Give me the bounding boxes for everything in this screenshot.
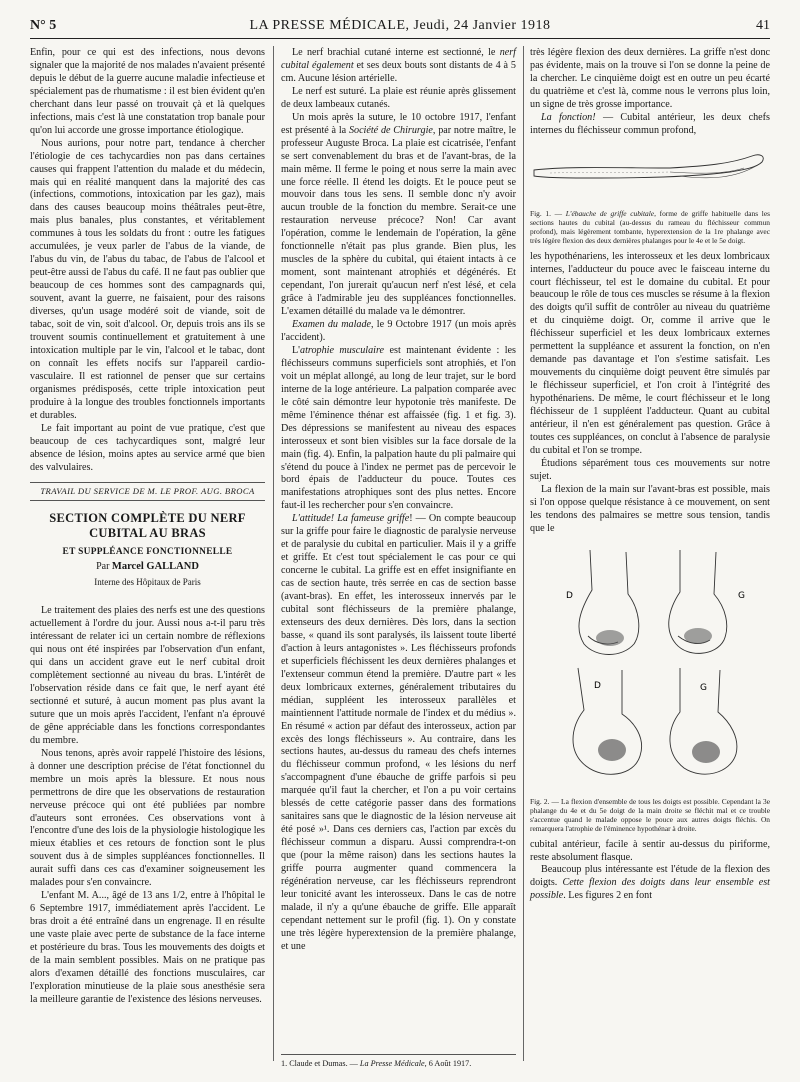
paragraph (281, 345, 516, 513)
fig2-label-g2: G (700, 682, 707, 693)
column-1 (30, 47, 265, 1007)
text-run-italic: griffe (387, 513, 410, 525)
fig2-label-d1: D (566, 590, 573, 601)
paragraph: Le traitement des plaies des nerfs est une des questions actuellement à l'ordre du jour. Aussi nous a-t-il paru très intéressant de relater ici un certain nombre de réflexions qui nous ont été inspirées par l'observation d'un enfant, qui dans un accident grave eut le nerf cubital droit complètement sectionné au niveau du bras. L'intérêt de l'observation réside dans ce fait que, le nerf ayant été sectionné et suturé, à aucun moment pas plus avant la suture que un mois après l'accident, l'enfant n'a éprouvé de gêne appréciable dans les fonctions correspondantes du membre. (30, 605, 265, 746)
text-run: Le nerf brachial cutané interne est sectionné, le (292, 47, 500, 58)
author-prefix: Par (96, 561, 112, 573)
text-run-italic: La fonction! (541, 111, 596, 123)
text-run: , le 9 Octobre 1917 (un mois après l'accident). (281, 319, 517, 343)
text-run: , 6 Août 1917. (424, 1059, 472, 1068)
paragraph: L'enfant M. A..., âgé de 13 ans 1/2, entre à l'hôpital le 6 Septembre 1917, immédiatement après l'accident. Le bras droit a été entraîné dans un engrenage. Il en résulte une vaste plaie avec perte de substance de la face interne et postérieure du bras. Tous les mouvements des doigts et de la main semblent possibles. Mais on ne pratique pas alors d'examen détaillé des fonctions musculaires, car l'exploration minutieuse de la plaie sous anesthésie sera la meilleure garantie de l'existence des lésions nerveuses. (30, 890, 265, 1005)
paragraph: Nous aurions, pour notre part, tendance à chercher l'étiologie de ces tachycardies non pas dans certaines causes qui frappent l'attention du malade et du médecin, mais qui en réalité manquent dans la majorité des cas (infections, commotions, intoxication par les gaz), mais dans des causes beaucoup moins théâtrales peut-être, mais plus banales, plus constantes, et véritablement communes à tous les soldats du front : outre les fatigues accumulées, je veux parler de l'abus de la viande, de l'abus du vin, de l'abus du tabac, de l'abus de l'alcool et peut-être aussi de l'abus du café. Il ne faut pas oublier que beaucoup de ces hommes sont des campagnards qui, souvent, avant la guerre, ne faisaient, pour des raisons diverses, qu'un usage modéré soit de viande, soit de tabac, soit de vin, soit d'alcool. Or, depuis trois ans ils se trouvent soumis continuellement et gratuitement à une intoxication multiple par le vin, l'alcool et le tabac, dont on connaît les effets nocifs sur l'appareil cardio-vasculaire. Il est rationnel de penser que sur certains organismes prédisposés, cette triple intoxication peut produire à la longue des troubles fonctionnels importants et durables. (30, 137, 265, 421)
text-run-italic: Cette flexion des doigts dans leur ensemble est possible (530, 877, 770, 902)
issue-number: N° 5 (30, 18, 57, 33)
author-name: Marcel GALLAND (111, 561, 199, 573)
author-affiliation: Interne des Hôpitaux de Paris (94, 577, 201, 588)
footnote (281, 1054, 516, 1068)
paragraph: très légère flexion des deux dernières. La griffe n'est donc pas évidente, mais on la trouve si l'on se donne la peine de la chercher. Le cinquième doigt est en outre un peu écarté du quatrième et c'est là, comme nous le verrons plus loin, un signe de très grosse importance. (530, 47, 770, 110)
column-rule-2 (523, 46, 524, 1061)
text-run-italic: L'attitude! La fameuse (292, 513, 388, 525)
text-run: , par notre maître, le professeur Auguste Broca. La plaie est cicatrisée, l'enfant se sert convenablement du bras et de l'avant-bras, de la main même. Il ferme le poing et nous serre la main avec une force réelle. Il étend les doigts. Et le pouce peut se mouvoir dans tous les sens. Il semble donc n'y avoir aucun trouble de la fonction du membre. Serait-ce une restauration nerveuse précoce? Non! Car avant l'opération, comme le lendemain de l'opération, la gêne fonctionnelle n'était pas plus grande. Bien plus, les muscles de la sphère du cubital, qui étaient intacts à ce moment, sont maintenant atrophiés et dégénérés. Et cependant, l'on jurerait qu'aucun nerf n'est lésé, et cela grâce à l'admirable jeu des suppléances fonctionnelles. L'examen détaillé du malade va le démontrer. (281, 124, 516, 318)
journal-title: LA PRESSE MÉDICALE, Jeudi, 24 Janvier 1918 (249, 18, 551, 33)
column-rule-1 (273, 46, 274, 1061)
paragraph: Le nerf est suturé. La plaie est réunie après glissement de deux lambeaux cutanés. (281, 85, 516, 110)
article-title: SECTION COMPLÈTE DU NERF CUBITAL AU BRAS (49, 511, 246, 541)
figure-1 (530, 142, 770, 245)
paragraph: Enfin, pour ce qui est des infections, nous devons signaler que la majorité de nos malades n'avaient présenté depuis le début de la guerre aucune maladie infectieuse et spécialement pas de rhumatisme : il est bien évident qu'en cherchant dans leur passé on trouvait çà et là quelques infections, mais c'est là une constatation trop banale pour qu'on lui accorde une grosse importance étiologique. (30, 47, 265, 136)
article-author (30, 561, 265, 574)
article-subtitle: ET SUPPLÉANCE FONCTIONNELLE (62, 547, 233, 558)
text-run: . Les figures 2 en font (563, 890, 653, 902)
column-2 (281, 47, 516, 954)
text-run-italic: L'ébauche de griffe cubitale (565, 208, 655, 218)
fig2-label-d2: D (594, 680, 601, 691)
text-run-italic: La Presse Médicale (359, 1059, 425, 1068)
paragraph: cubital antérieur, facile à sentir au-dessus du piriforme, reste absolument flasque. (530, 838, 770, 863)
figure-1-caption (530, 209, 770, 245)
text-run-italic: Société de Chirurgie (348, 124, 433, 136)
text-run: — Cubital antérieur, les deux chefs internes du fléchisseur commun profond, (530, 111, 770, 136)
figure-2 (530, 540, 770, 833)
text-run-italic: nerf cubital également (281, 47, 516, 71)
text-run: L' (292, 344, 301, 356)
text-run-italic: Examen du malade (292, 319, 372, 331)
hands-flexion-illustration (530, 540, 770, 790)
paragraph (530, 112, 770, 138)
text-run: Fig. 1. — (530, 208, 566, 218)
page-header (30, 16, 770, 39)
service-line: TRAVAIL DU SERVICE DE M. LE PROF. AUG. BROCA (30, 482, 265, 501)
column-3 (530, 47, 770, 903)
paragraph (281, 513, 516, 953)
paragraph: les hypothénariens, les interosseux et les deux lombricaux internes, l'adducteur du pouce avec le faisceau interne du court fléchisseur, tel est le domaine du cubital. Et pour beaucoup le rôle de tous ces muscles se résume à la flexion des doigts qu'il suffit de contrôler au niveau du quatrième et du cinquième doigt. Or, comme il arrive que le fléchisseur superficiel et les deux lombricaux externes permettent la suppléance et assurent la fonction, on n'en demande pas davantage et l'on s'estime satisfait. Les mouvements du cinquième doigt peuvent être simulés par le fléchisseur superficiel, et l'on croit à l'intégrité des hypothénariens. De même, le court fléchisseur et le long fléchisseur de 1 suppléent l'adducteur. Quant au cubital antérieur, il n'en est généralement pas question. Grâce à toutes ces suppléances, on conclut à l'absence de paralysie du cubital et l'on se trompe. (530, 250, 770, 456)
text-run: ! — On compte beaucoup sur la griffe pour faire le diagnostic de paralysie nerveuse et de paralysie du cubital en particulier. Mais il y a griffe et griffe. Et c'est tout spécialement le cas pour ce qui concerne le cubital. La griffe est en effet insignifiante en cas de section haute, très serrée en cas de section basse (avant-bras). En effet, les interosseux innervés par le cubital sont fléchisseurs de la première phalange, extenseurs des deux dernières. Dès lors, dans la section basse, « quand ils sont paralysés, ils laissent toute liberté d'action à leurs antagonistes ». Les fléchisseurs profonds et superficiels fléchissent les deux dernières phalanges et l'extenseur commun étend la première. D'autre part « les deux lombricaux externes, généralement tributaires du médian, suppléent les interosseux parallèles et maintiennent l'attitude normale de l'index et du médius ». En résumé « action par défaut des interosseux, action par excès des longs fléchisseurs ». Au contraire, dans les sections hautes, au-dessus du rameau des chefs internes du fléchisseur commun profond, « les lésions du nerf s'accompagnent d'une ébauche de griffe parfois si peu marquée qu'il faut la chercher, et l'on a pu voir certains blessés de cette catégorie passer dans des formations sanitaires sans que le diagnostic de la lésion nerveuse ait été posé »¹. Dans ces derniers cas, l'action par excès du fléchisseur commun a disparu. Aussi comprendra-t-on que (pour la même raison) dans les sections hautes la griffe pourra augmenter quand commencera la régénération nerveuse, car les fléchisseurs reprendront leur tonicité avant les interosseux. Dans le cas de notre malade, il n'y a qu'une ébauche de griffe. Elle apparaît cependant nettement sur le profil (fig. 1). On y constate une très légère hyperextension de la première phalange, et une (281, 513, 517, 952)
text-run: et ses deux bouts sont distants de 4 à 5 cm. Aucune lésion artérielle. (281, 59, 516, 84)
text-run: 1. Claude et Dumas. — (281, 1059, 360, 1068)
text-run: Un mois après la suture, le 10 octobre 1917, l'enfant est présenté à la (281, 111, 516, 136)
page-number: 41 (756, 18, 770, 33)
paragraph: Le fait important au point de vue pratique, c'est que beaucoup de ces tachycardiques sont, malgré leur absence de lésion, moins aptes au service armé que bien des valvulaires. (30, 422, 265, 473)
text-run: est maintenant évidente : les fléchisseurs communs superficiels sont atrophiés, et l'on voit un méplat allongé, au long de leur trajet, sur le bord interne de la loge antérieure. La palpation comparée avec le côté sain démontre leur hypotonie très manifeste. De même l'éminence thénar est affaissée (fig. 1 et fig. 3). Des dépressions se manifestent au niveau des espaces interosseux et sont bien visibles sur la face dorsale de la main (fig. 4). Enfin, la palpation haute du pli palmaire qui s'étend du pouce à l'index ne permet pas de percevoir le bord épais de l'adducteur du pouce. Toutes ces manifestations atrophiques sont des plus nettes. Encore faut-il les rechercher pour s'en convaincre. (281, 344, 516, 512)
fig2-label-g1: G (738, 590, 745, 601)
figure-2-caption: Fig. 2. — La flexion d'ensemble de tous les doigts est possible. Cependant la 3e phalange du 4e et du 5e doigt de la main droite se fléchit mal et ce trouble s'accentue quand le malade oppose le pouce aux autres doigts fléchis. On remarquera l'atrophie de l'éminence hypothénar à droite. (530, 796, 770, 833)
paragraph: La flexion de la main sur l'avant-bras est possible, mais si l'on oppose quelque résistance à ce mouvement, on sent les tendons des palmaires se mettre sous tension, tandis que le (530, 483, 770, 534)
paragraph (281, 112, 516, 319)
paragraph (281, 47, 516, 86)
paragraph (281, 319, 516, 345)
paragraph: Nous tenons, après avoir rappelé l'histoire des lésions, à donner une description précise de l'état fonctionnel du membre un mois après la blessure. Et nous nous permettrons de dire que les observations de restauration nerveuse précoce qui ont été publiées par nombre d'auteurs sont erronées. Ces observations vont à l'encontre d'une des lois de la physiologie histologique les mieux établies et ces retours de fonction sont le plus souvent dus à de simples suppléances fonctionnelles. Il aurait suffi dans ces cas d'examiner soigneusement les malades pour s'en convaincre. (30, 747, 265, 889)
text-run: Beaucoup plus intéressante est l'étude de la flexion des doigts. (530, 864, 770, 889)
hand-profile-illustration (530, 142, 770, 202)
text-run: , forme de griffe habituelle dans les sections hautes du cubital (au-dessus du rameau du fléchisseur commun profond), mais légèrement tombante, hyperextension de la 1re phalange avec très légère flexion des deux dernières phalanges pour le 4e et le 5e doigt. (530, 208, 771, 245)
paragraph (530, 864, 770, 903)
text-run-italic: atrophie musculaire (300, 344, 385, 356)
paragraph: Étudions séparément tous ces mouvements sur notre sujet. (530, 457, 770, 482)
